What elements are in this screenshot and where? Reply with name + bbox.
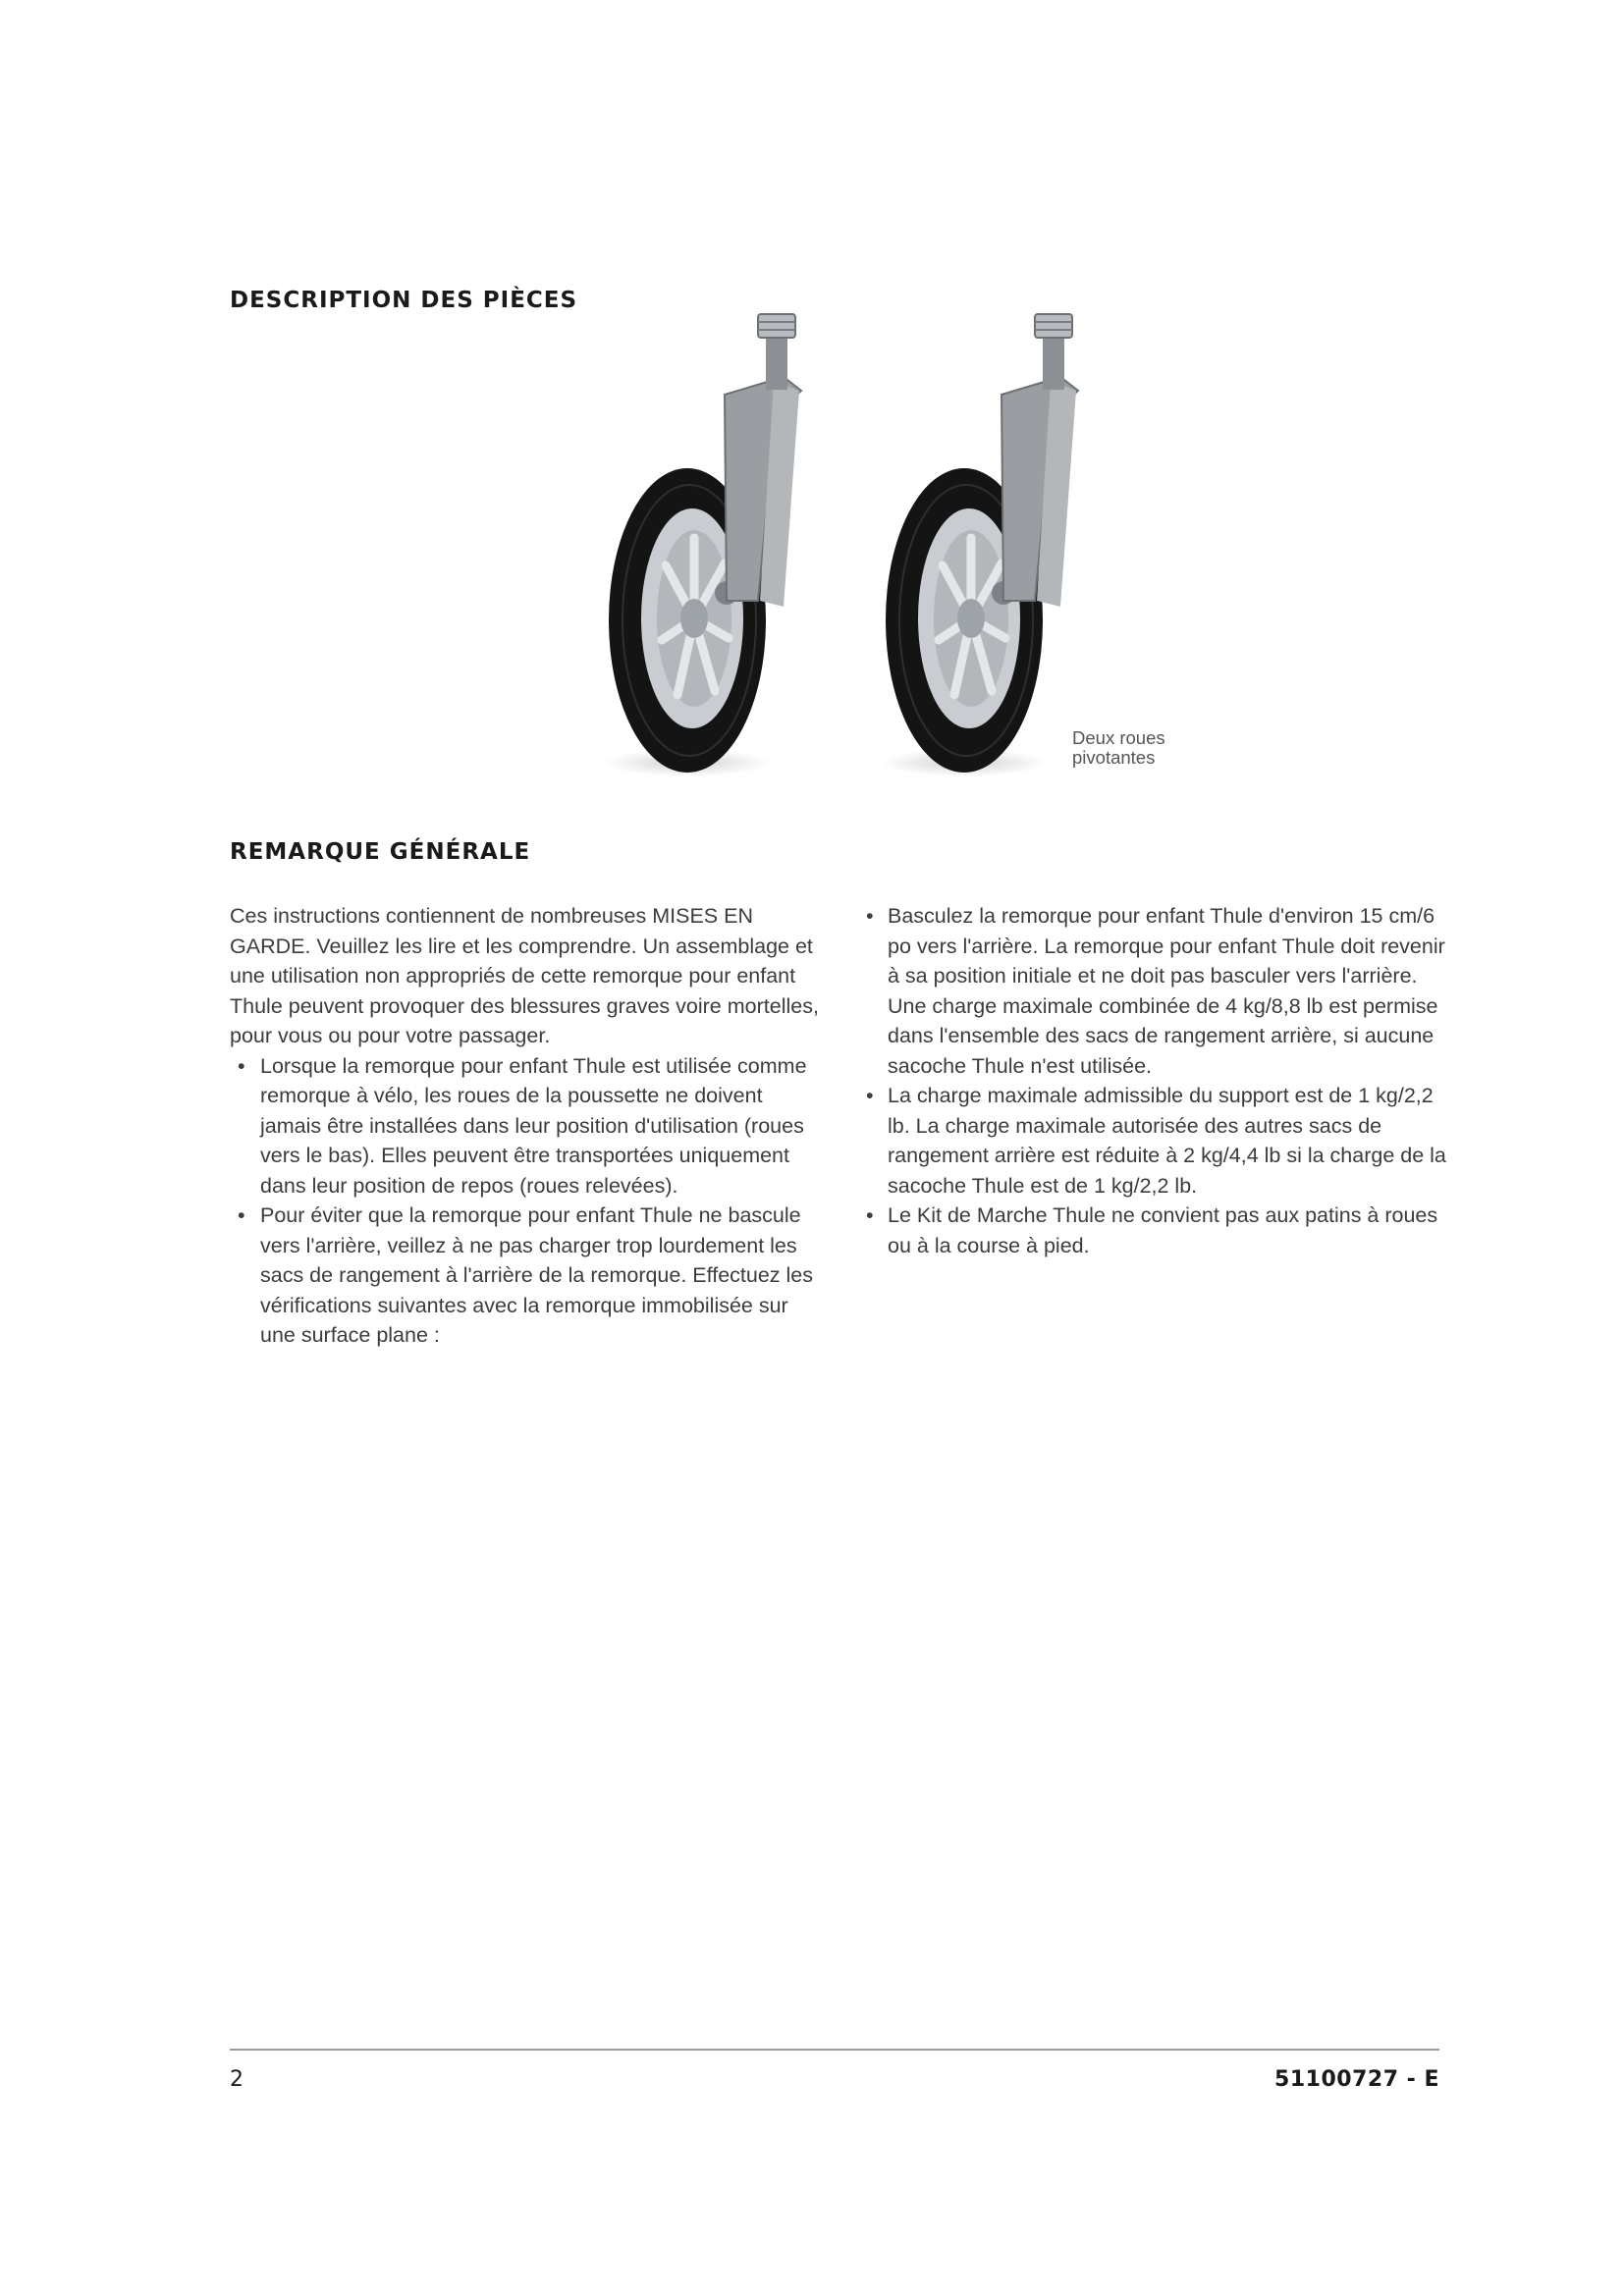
bullet-item: • Basculez la remorque pour enfant Thule d'environ 15 cm/6 po vers l'arrière. La remorque pour enfant Thule doit revenir à sa position initiale et ne doit pas basculer vers l'arrière. Une charge maximale combinée de 4 kg/8,8 lb est permise dans l'ensemble des sacs de rangement arrière, si aucune sacoche Thule n'est utilisée. xyxy=(858,901,1447,1081)
swivel-wheel-icon xyxy=(881,314,1078,776)
bullet-item: • Lorsque la remorque pour enfant Thule est utilisée comme remorque à vélo, les roues de la poussette ne doivent jamais être installées dans leur position d'utilisation (roues vers le bas). Elles peuvent être transportées uniquement dans leur position de repos (roues relevées). xyxy=(230,1051,819,1201)
section-heading-remarque: REMARQUE GÉNÉRALE xyxy=(230,839,531,865)
bullet-item: • La charge maximale admissible du support est de 1 kg/2,2 lb. La charge maximale autorisée des autres sacs de rangement arrière est réduite à 2 kg/4,4 lb si la charge de la sacoche Thule est de 1 kg/2,2 lb. xyxy=(858,1081,1447,1201)
right-column xyxy=(858,901,1447,1260)
bullet-item: • Le Kit de Marche Thule ne convient pas aux patins à roues ou à la course à pied. xyxy=(858,1201,1447,1260)
left-bullet-list xyxy=(230,1051,819,1351)
bullet-item: • Pour éviter que la remorque pour enfant Thule ne bascule vers l'arrière, veillez à ne pas charger trop lourdement les sacs de rangement à l'arrière de la remorque. Effectuez les vérifications suivantes avec la remorque immobilisée sur une surface plane : xyxy=(230,1201,819,1351)
section-heading-description: DESCRIPTION DES PIÈCES xyxy=(230,288,578,313)
figure-caption: Deux roues pivotantes xyxy=(1072,727,1165,768)
swivel-wheels-figure xyxy=(579,306,1208,797)
footer-divider xyxy=(230,2049,1439,2051)
swivel-wheel-icon xyxy=(604,314,801,776)
document-code: 51100727 - E xyxy=(1274,2067,1439,2092)
right-bullet-list xyxy=(858,901,1447,1260)
left-column xyxy=(230,901,819,1351)
intro-paragraph: Ces instructions contiennent de nombreuses MISES EN GARDE. Veuillez les lire et les comprendre. Un assemblage et une utilisation non appropriés de cette remorque pour enfant Thule peuvent provoquer des blessures graves voire mortelles, pour vous ou pour votre passager. xyxy=(230,904,819,1047)
page-number: 2 xyxy=(230,2067,244,2092)
